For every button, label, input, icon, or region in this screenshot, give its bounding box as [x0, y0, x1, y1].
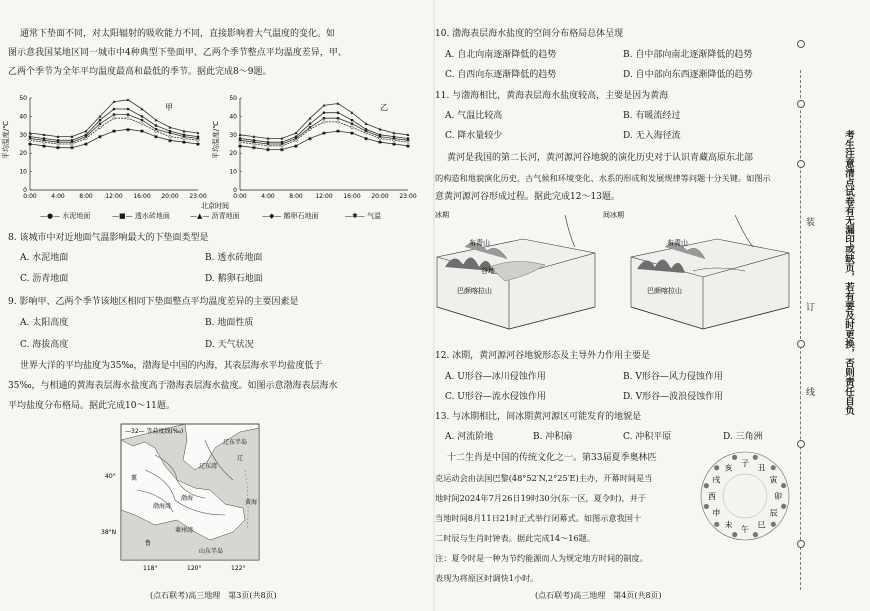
note-line-2: 表现为将原区时调快1小时。 [435, 573, 539, 583]
legend-pebble: —◆— 鹅卵石地面 [262, 212, 319, 220]
data-point: ✱ [265, 147, 271, 154]
q10-option-b[interactable]: B. 自中部向南北逐渐降低的趋势 [623, 50, 753, 60]
data-point: ✱ [237, 143, 243, 150]
chart-yi-label: 乙 [380, 103, 388, 112]
passage3-line-3: 意黄河源河谷形成过程。据此完成12～13题。 [435, 192, 620, 202]
q13-option-c[interactable]: C. 冲积平原 [623, 432, 672, 442]
y-axis-label-jia: 平均温度/℃ [2, 120, 10, 160]
q13-option-b[interactable]: B. 冲积扇 [533, 432, 573, 442]
q8-option-a[interactable]: A. 水泥地面 [20, 253, 69, 263]
right-page [435, 0, 870, 611]
map-lon-122: 122° [231, 565, 246, 572]
x-tick-label: 8:00 [289, 193, 303, 200]
zodiac-animal-icon [732, 455, 737, 460]
binding-hole [797, 100, 805, 108]
zodiac-animal-icon [753, 455, 758, 460]
label-buqing-mountain-2: 布青山 [667, 239, 688, 247]
data-point: ✱ [195, 142, 201, 148]
map-lat-40: 40° [105, 473, 116, 480]
data-point: ✱ [377, 140, 383, 147]
data-point [127, 113, 129, 115]
intro-line-1: 通常下垫面不同，对太阳辐射的吸收能力不同，直接影响着大气温度的变化。如 [20, 29, 336, 39]
zodiac-animal-icon [771, 522, 776, 527]
zodiac-clock [697, 448, 793, 544]
right-page-footer: (点石联考)高三地理 第4页(共8页) [535, 591, 662, 600]
zodiac-animal-icon [781, 504, 786, 509]
binding-label-zhuang: 装 [806, 218, 816, 228]
zodiac-hour-8: 未 [724, 520, 733, 530]
x-tick-label: 8:00 [79, 193, 93, 200]
q13-option-d[interactable]: D. 三角洲 [723, 432, 763, 442]
zodiac-hour-10: 酉 [708, 492, 716, 501]
passage4-line-5: 二时辰与生肖时钟表。据此完成14～16题。 [435, 533, 596, 543]
y-tick-label: 50 [229, 95, 237, 102]
data-point: ✱ [307, 136, 313, 143]
zodiac-animal-icon [714, 522, 719, 527]
y-tick-label: 30 [229, 131, 237, 139]
data-point [337, 117, 339, 119]
data-point: ✱ [405, 143, 411, 150]
chart-jia-label: 甲 [165, 103, 173, 112]
data-point: ✱ [167, 138, 173, 145]
zodiac-hour-11: 戌 [712, 475, 721, 485]
q11-option-b[interactable]: B. 有暖流经过 [623, 111, 681, 121]
zodiac-hour-3: 寅 [769, 475, 778, 485]
x-tick-label: 0:00 [23, 193, 37, 200]
diagram-title-glacial: 冰期 [435, 211, 449, 219]
question-12: 12. 冰期，黄河源河谷地貌形态及主导外力作用主要是 [435, 351, 651, 361]
y-tick-label: 50 [19, 95, 27, 102]
zodiac-hour-4: 卯 [774, 492, 782, 501]
glacial-block [437, 215, 595, 329]
temperature-charts [0, 90, 433, 220]
q10-option-d[interactable]: D. 自中部向东西逐渐降低的趋势 [623, 70, 753, 80]
x-tick-label: 20:00 [371, 193, 389, 200]
data-point [113, 117, 116, 120]
q8-option-c[interactable]: C. 沥青地面 [20, 274, 69, 284]
data-point: ✱ [55, 145, 61, 152]
map-label-liaodong-bay: 辽东湾 [199, 463, 218, 470]
left-page-footer: (点石联考)高三地理 第3页(共8页) [150, 591, 277, 600]
q9-option-c[interactable]: C. 海拔高度 [20, 340, 69, 350]
data-point [141, 115, 144, 118]
data-point [309, 122, 312, 125]
zodiac-hour-5: 辰 [769, 508, 778, 518]
label-bayan-har-2: 巴颜喀拉山 [647, 287, 682, 295]
label-bayan-har-1: 巴颜喀拉山 [457, 287, 492, 295]
map-label-yellow-sea: 黄海 [245, 499, 258, 506]
left-page [0, 0, 433, 611]
data-point [351, 126, 354, 129]
binding-line [800, 70, 801, 590]
map-label-bohai: 渤海 [181, 495, 194, 502]
binding-hole [797, 40, 805, 48]
q12-option-c[interactable]: C. U形谷—流水侵蚀作用 [445, 392, 546, 402]
binding-hole [797, 340, 805, 348]
data-point: ✱ [349, 130, 355, 137]
data-point [141, 122, 144, 125]
data-point [113, 108, 116, 111]
passage4-line-4: 当地时间8月11日21时正式举行闭幕式。如图示意我国十 [435, 513, 642, 523]
map-label-bohai-bay: 渤海湾 [153, 503, 172, 510]
data-point [127, 117, 130, 120]
x-tick-label: 23:00 [189, 193, 207, 200]
data-point: ✱ [83, 142, 89, 148]
q9-option-a[interactable]: A. 太阳高度 [20, 318, 69, 328]
chart-yi [229, 95, 416, 200]
passage2-line-2: 35‰，与相通的黄海表层海水盐度高于渤海表层海水盐度。如图示意渤海表层海水 [8, 381, 338, 391]
zodiac-hour-9: 申 [712, 508, 721, 518]
passage4-line-3: 地时间2024年7月26日19时30分(东一区，夏令时)，并于 [435, 493, 647, 503]
map-label-lu: 鲁 [145, 540, 152, 547]
question-10: 10. 渤海表层海水盐度的空间分布格局总体呈现 [435, 29, 624, 39]
data-point: ✱ [125, 127, 131, 134]
data-point: ✱ [363, 136, 369, 143]
map-label-liao: 辽 [237, 455, 244, 462]
diagram-title-interglacial: 间冰期 [603, 211, 624, 219]
zodiac-animal-icon [704, 483, 709, 488]
y-tick-label: 0 [233, 187, 237, 194]
passage2-line-3: 平均盐度分布格局。据此完成10～11题。 [8, 401, 175, 411]
note-line-1: 注：夏令时是一种为节约能源而人为规定地方时间的制度。 [435, 553, 648, 563]
legend-cement: —●— 水泥地面 [40, 212, 91, 220]
data-point [323, 117, 325, 119]
q12-option-a[interactable]: A. U形谷—冰川侵蚀作用 [445, 372, 546, 382]
data-point: ✱ [251, 145, 257, 152]
binding-label-xian: 线 [806, 388, 816, 398]
q12-option-b[interactable]: B. V形谷—风力侵蚀作用 [623, 372, 723, 382]
data-point [323, 120, 326, 123]
map-lon-118: 118° [143, 565, 158, 572]
x-tick-label: 4:00 [51, 193, 65, 200]
q8-option-d[interactable]: D. 鹅卵石地面 [205, 274, 263, 284]
data-point: ✱ [153, 134, 159, 141]
intro-line-2: 图示意我国某地区同一城市中4种典型下垫面甲、乙两个季节整点平均温度差异，甲、 [8, 48, 347, 58]
binding-hole [797, 440, 805, 448]
q12-option-d[interactable]: D. V形谷—波浪侵蚀作用 [623, 392, 724, 402]
data-point [127, 108, 130, 111]
map-label-liaodong-peninsula: 辽东半岛 [223, 439, 248, 446]
q9-option-d[interactable]: D. 天气状况 [205, 340, 254, 350]
y-tick-label: 40 [229, 113, 237, 121]
zodiac-animal-icon [704, 504, 709, 509]
data-point: ✱ [27, 142, 33, 148]
label-valley: 谷地 [481, 267, 495, 275]
q8-option-b[interactable]: B. 透水砖地面 [205, 253, 263, 263]
y-tick-label: 30 [19, 131, 27, 139]
data-point: ✱ [69, 145, 75, 152]
q13-option-a[interactable]: A. 河流阶地 [445, 432, 494, 442]
data-point: ✱ [97, 134, 103, 141]
x-tick-label: 20:00 [161, 193, 179, 200]
x-axis-label: 北京时间 [201, 202, 229, 210]
data-point [337, 120, 340, 123]
chart-legend [40, 211, 420, 221]
zodiac-hour-12: 亥 [724, 463, 733, 473]
data-point [337, 111, 340, 114]
y-tick-label: 10 [19, 168, 27, 176]
legend-permeable-brick: —■— 透水砖地面 [112, 212, 170, 220]
binding-hole [797, 540, 805, 548]
x-tick-label: 4:00 [261, 193, 275, 200]
data-point [113, 113, 115, 115]
map-label-shandong-peninsula: 山东半岛 [199, 548, 224, 555]
legend-asphalt: —▲— 沥青地面 [190, 212, 240, 220]
q11-option-d[interactable]: D. 无入海径流 [623, 131, 681, 141]
passage4-line-2: 克运动会由法国巴黎(48°52′N,2°25′E)主办，开幕时间是当 [435, 473, 653, 483]
zodiac-animal-icon [714, 465, 719, 470]
x-tick-label: 16:00 [343, 193, 361, 200]
legend-air-temp: —✱— 气温 [345, 212, 382, 220]
x-tick-label: 0:00 [233, 193, 247, 200]
label-buqing-mountain-1: 布青山 [469, 239, 490, 247]
zodiac-animal-icon [753, 532, 758, 537]
zodiac-hour-6: 巳 [757, 520, 766, 530]
passage3-line-2: 的构造和地貌演化历史、古气候和环境变化、水系的形成和发展规律等问题十分关键。如图示 [435, 173, 771, 183]
y-tick-label: 20 [229, 150, 237, 158]
yellow-river-valley-diagram [435, 207, 795, 342]
data-point [351, 123, 353, 125]
zodiac-animal-icon [732, 532, 737, 537]
bohai-salinity-map [101, 420, 265, 580]
data-point: ✱ [111, 129, 117, 136]
data-point [169, 132, 171, 134]
y-tick-label: 10 [229, 168, 237, 176]
data-point: ✱ [293, 143, 299, 150]
data-point [323, 111, 326, 114]
data-point: ✱ [335, 129, 341, 136]
x-tick-label: 16:00 [133, 193, 151, 200]
data-point [155, 124, 158, 127]
interglacial-block [631, 215, 789, 329]
data-point: ✱ [41, 143, 47, 150]
question-9: 9. 影响甲、乙两个季节该地区相同下垫面整点平均温度差异的主要因素是 [8, 297, 299, 307]
passage2-line-1: 世界大洋的平均盐度为35‰，渤海是中国的内海，其表层海水平均盐度低于 [20, 361, 323, 371]
data-point: ✱ [321, 130, 327, 137]
map-lon-120: 120° [187, 565, 202, 572]
data-point: ✱ [279, 147, 285, 154]
zodiac-animal-icon [771, 465, 776, 470]
data-point [99, 119, 102, 122]
zodiac-hour-2: 丑 [757, 463, 766, 473]
chart-jia [19, 95, 206, 200]
q10-option-a[interactable]: A. 自北向南逐渐降低的趋势 [445, 50, 557, 60]
question-13: 13. 与冰期相比，间冰期黄河源区可能发育的地貌是 [435, 412, 642, 422]
data-point: ✱ [181, 140, 187, 147]
q11-option-c[interactable]: C. 降水量较少 [445, 131, 503, 141]
intro-line-3: 乙两个季节为全年平均温度最高和最低的季节。据此完成8～9题。 [8, 67, 272, 77]
passage4-line-1: 十二生肖是中国的传统文化之一。第33届夏季奥林匹 [447, 453, 657, 463]
binding-label-ding: 订 [806, 303, 816, 313]
binding-hole [797, 160, 805, 168]
map-label-laizhou-bay: 莱州湾 [175, 527, 194, 534]
zodiac-animal-icon [781, 483, 786, 488]
data-point [99, 123, 101, 125]
binding-notice: 考生注意清点试卷有无漏印或缺页，若有要及时更换，否则责任自负 [843, 130, 854, 415]
y-axis-label-yi: 平均温度/℃ [212, 120, 220, 160]
data-point [351, 119, 354, 122]
data-point: ✱ [391, 142, 397, 148]
x-tick-label: 23:00 [399, 193, 417, 200]
q9-option-b[interactable]: B. 地面性质 [205, 318, 254, 328]
question-8: 8. 该城市中对近地面气温影响最大的下垫面类型是 [8, 233, 209, 243]
zodiac-hour-7: 午 [741, 525, 749, 534]
data-point [141, 119, 143, 121]
map-label-ji: 冀 [131, 475, 138, 482]
q11-option-a[interactable]: A. 气温比较高 [445, 111, 503, 121]
data-point: ✱ [139, 129, 145, 136]
y-tick-label: 20 [19, 150, 27, 158]
map-lat-38: 38°N [101, 529, 117, 536]
question-11: 11. 与渤海相比，黄海表层海水盐度较高，主要是因为黄海 [435, 91, 669, 101]
x-tick-label: 12:00 [315, 193, 333, 200]
passage3-line-1: 黄河是我国的第二长河，黄河源河谷地貌的演化历史对于认识青藏高原东北部 [447, 153, 754, 163]
zodiac-hour-1: 子 [741, 459, 749, 468]
y-tick-label: 40 [19, 113, 27, 121]
x-tick-label: 12:00 [105, 193, 123, 200]
y-tick-label: 0 [23, 187, 27, 194]
map-legend: —32— 等盐度线(‰) [125, 428, 184, 435]
q10-option-c[interactable]: C. 自西向东逐渐降低的趋势 [445, 70, 557, 80]
